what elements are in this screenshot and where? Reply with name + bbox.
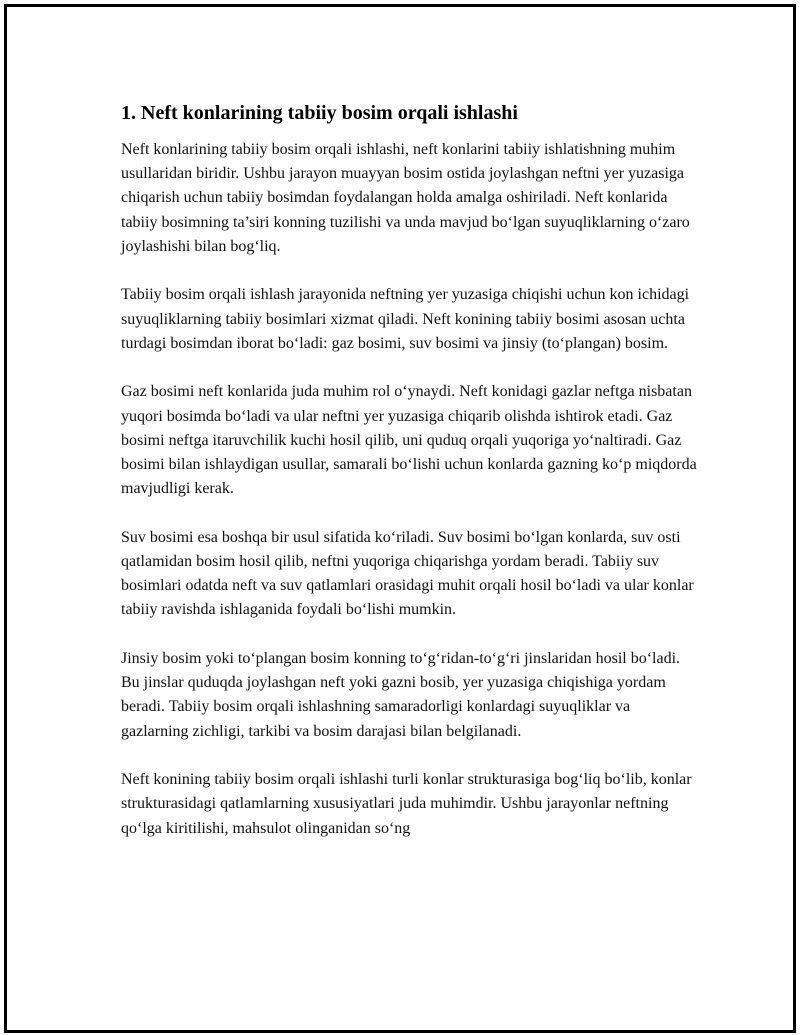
paragraph-5: Jinsiy bosim yoki to‘plangan bosim konning to‘g‘ridan-to‘g‘ri jinslaridan hosil bo‘ladi. Bu jinslar quduqda joylashgan neft yoki gazni bosib, yer yuzasiga chiqishiga yordam beradi. Tabiiy bosim orqali ishlashning samaradorligi konlardagi suyuqliklar va gazlarning zichligi, tarkibi va bosim darajasi bilan belgilanadi. (121, 650, 681, 740)
paragraph-3: Gaz bosimi neft konlarida juda muhim rol o‘ynaydi. Neft konidagi gazlar neftga nisbatan yuqori bosimda bo‘ladi va ular neftni yer yuzasiga chiqarib olishda ishtirok etadi. Gaz bosimi neftga itaruvchilik kuchi hosil qilib, uni quduq orqali yuqoriga yo‘naltiradi. Gaz bosimi bilan ishlaydigan usullar, samarali bo‘lishi uchun konlarda gazning ko‘p miqdorda mavjudligi kerak. (121, 383, 697, 498)
document-body (121, 100, 701, 865)
section-heading: 1. Neft konlarining tabiiy bosim orqali ishlashi (121, 102, 518, 124)
page-frame (4, 4, 796, 1033)
paragraph-1: Neft konlarining tabiiy bosim orqali ishlashi, neft konlarini tabiiy ishlatishning muhim usullaridan biridir. Ushbu jarayon muayyan bosim ostida joylashgan neftni yer yuzasiga chiqarish uchun tabiiy bosimdan foydalangan holda amalga oshiriladi. Neft konlarida tabiiy bosimning ta’siri konning tuzilishi va unda mavjud bo‘lgan suyuqliklarning o‘zaro joylashishi bilan bog‘liq. (121, 141, 690, 255)
paragraph-6: Neft konining tabiiy bosim orqali ishlashi turli konlar strukturasiga bog‘liq bo‘lib, konlar strukturasidagi qatlamlarning xususiyatlari juda muhimdir. Ushbu jarayonlar neftning qo‘lga kiritilishi, mahsulot olinganidan so‘ng (121, 771, 692, 837)
paragraph-4: Suv bosimi esa boshqa bir usul sifatida ko‘riladi. Suv bosimi bo‘lgan konlarda, suv osti qatlamidan bosim hosil qilib, neftni yuqoriga chiqarishga yordam beradi. Tabiiy suv bosimlari odatda neft va suv qatlamlari orasidagi muhit orqali hosil bo‘ladi va ular konlar tabiiy ravishda ishlaganida foydali bo‘lishi mumkin. (121, 528, 694, 619)
paragraph-2: Tabiiy bosim orqali ishlash jarayonida neftning yer yuzasiga chiqishi uchun kon ichidagi suyuqliklarning tabiiy bosimlari xizmat qiladi. Neft konining tabiiy bosimi asosan uchta turdagi bosimdan iborat bo‘ladi: gaz bosimi, suv bosimi va jinsiy (to‘plangan) bosim. (121, 286, 690, 352)
